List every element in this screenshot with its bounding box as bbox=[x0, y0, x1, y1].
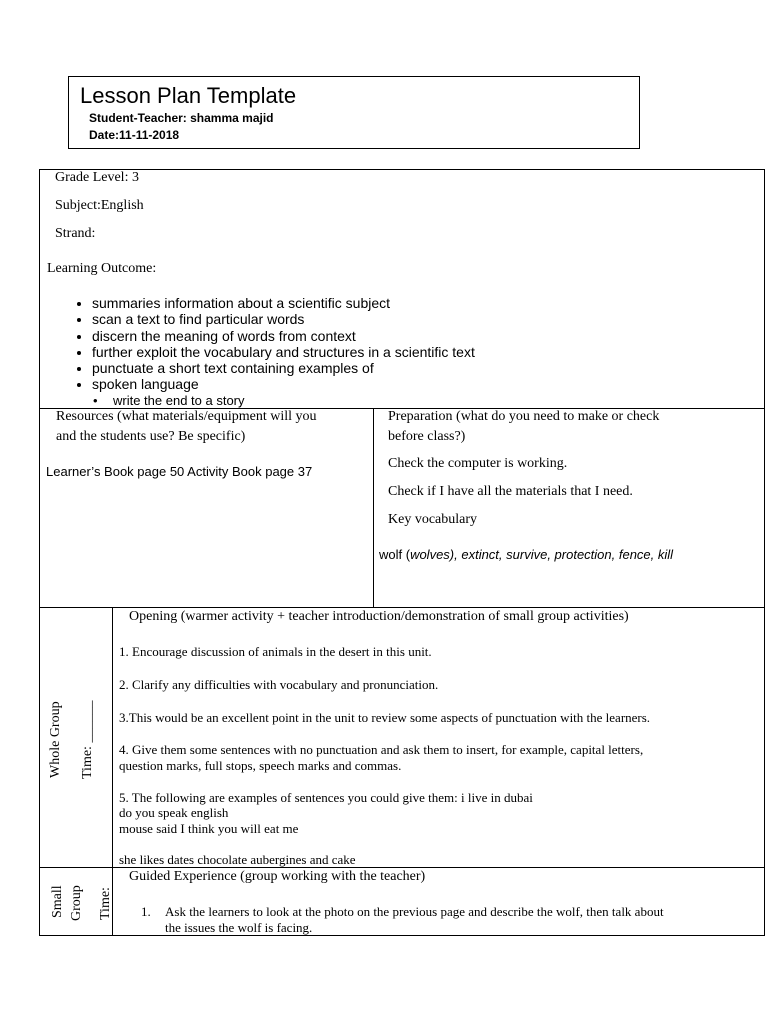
strand: Strand: bbox=[55, 226, 96, 241]
col-divider-resources bbox=[373, 408, 374, 607]
list-item: • further exploit the vocabulary and structures in a scientific text bbox=[92, 344, 475, 360]
resources-label-line2: and the students use? Be specific) bbox=[56, 429, 246, 444]
opening-step-4-line1: 4. Give them some sentences with no punctuation and ask them to insert, for example, capital letters, bbox=[119, 742, 644, 757]
list-item: • scan a text to find particular words bbox=[92, 311, 475, 327]
vocab-words: wolves), extinct, survive, protection, fence, kill bbox=[410, 547, 674, 562]
small-group-label-2: Group bbox=[69, 885, 84, 921]
resources-label-line1: Resources (what materials/equipment will you bbox=[56, 409, 317, 424]
list-item: • punctuate a short text containing examples of bbox=[92, 360, 475, 376]
opening-step-5-line4: she likes dates chocolate aubergines and cake bbox=[119, 852, 356, 867]
last-item-bullet: • bbox=[93, 393, 98, 408]
small-group-label-1: Small bbox=[50, 885, 65, 918]
date-line: Date:11-11-2018 bbox=[89, 128, 180, 142]
learning-outcome-label: Learning Outcome: bbox=[47, 261, 157, 276]
table-border-bottom bbox=[39, 935, 765, 936]
last-list-item: write the end to a story bbox=[113, 393, 245, 408]
key-vocabulary-label: Key vocabulary bbox=[388, 512, 478, 527]
whole-group-label: Whole Group bbox=[48, 701, 63, 778]
list-item: • summaries information about a scientific subject bbox=[92, 295, 475, 311]
resources-content: Learner’s Book page 50 Activity Book page 37 bbox=[46, 464, 313, 479]
row-divider-whole-group bbox=[39, 607, 765, 608]
opening-heading: Opening (warmer activity + teacher introduction/demonstration of small group activities) bbox=[129, 609, 629, 624]
preparation-label-line1: Preparation (what do you need to make or check bbox=[388, 409, 660, 424]
list-item: • spoken language bbox=[92, 376, 475, 392]
list-item: • discern the meaning of words from context bbox=[92, 328, 475, 344]
opening-step-5-line1: 5. The following are examples of sentences you could give them: i live in dubai bbox=[119, 790, 533, 805]
table-border-top bbox=[39, 169, 765, 170]
table-border-left bbox=[39, 169, 40, 936]
table-border-right bbox=[764, 169, 765, 936]
opening-step-4-line2: question marks, full stops, speech marks and commas. bbox=[119, 758, 402, 773]
subject: Subject:English bbox=[55, 198, 144, 213]
opening-step-5-line3: mouse said I think you will eat me bbox=[119, 821, 299, 836]
whole-group-time-label: Time: ______ bbox=[80, 700, 95, 779]
document-title: Lesson Plan Template bbox=[80, 83, 297, 108]
learning-outcome-list bbox=[57, 295, 475, 393]
guided-experience-heading: Guided Experience (group working with the teacher) bbox=[129, 869, 426, 884]
header-box bbox=[68, 76, 640, 149]
key-vocabulary-list bbox=[379, 547, 673, 562]
vocab-prefix: wolf ( bbox=[379, 547, 411, 562]
preparation-check-materials: Check if I have all the materials that I need. bbox=[388, 484, 633, 499]
opening-step-1: 1. Encourage discussion of animals in the desert in this unit. bbox=[119, 644, 432, 659]
guided-item-line2: the issues the wolf is facing. bbox=[165, 920, 313, 935]
guided-item-line1: Ask the learners to look at the photo on the previous page and describe the wolf, then talk about bbox=[165, 904, 664, 919]
preparation-label-line2: before class?) bbox=[388, 429, 466, 444]
student-teacher-line: Student-Teacher: shamma majid bbox=[89, 111, 274, 125]
small-group-time-label: Time: bbox=[98, 887, 113, 920]
preparation-check-computer: Check the computer is working. bbox=[388, 456, 568, 471]
opening-step-3: 3.This would be an excellent point in the unit to review some aspects of punctuation with the learners. bbox=[119, 710, 651, 725]
grade-level: Grade Level: 3 bbox=[55, 170, 139, 185]
opening-step-2: 2. Clarify any difficulties with vocabulary and pronunciation. bbox=[119, 677, 439, 692]
guided-item-number: 1. bbox=[141, 904, 151, 919]
opening-step-5-line2: do you speak english bbox=[119, 805, 229, 820]
